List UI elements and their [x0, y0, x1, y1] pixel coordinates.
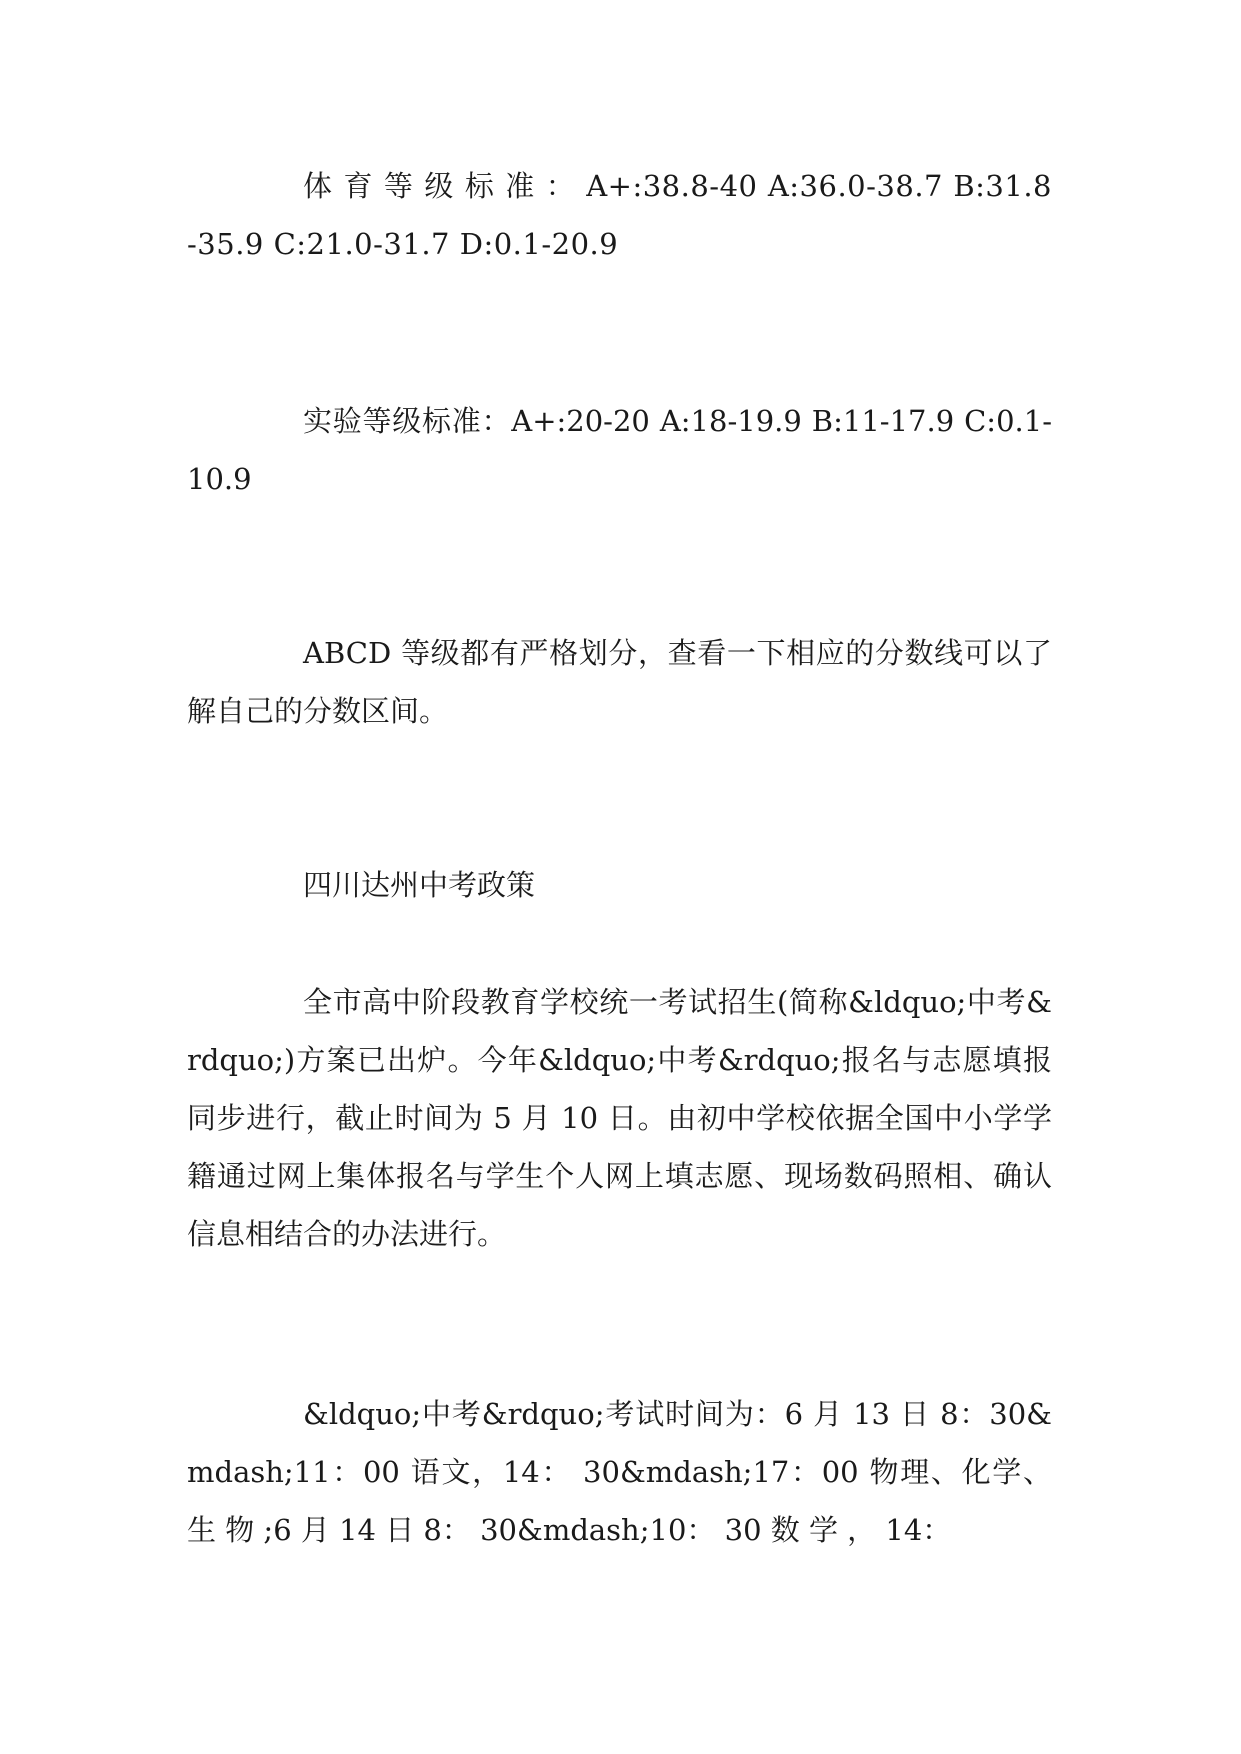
- lab-grade-standard-paragraph: 实验等级标准：A+:20-20 A:18-19.9 B:11-17.9 C:0.1-10.9: [187, 404, 1052, 496]
- exam-schedule-paragraph: &ldquo;中考&rdquo;考试时间为：6 月 13 日 8：30&mdash;11：00 语文，14： 30&mdash;17：00 物理、化学、生 物 ;6 月 14 日 8： 30&mdash;10： 30 数 学 ， 14：: [187, 1397, 1052, 1547]
- abcd-note-paragraph: ABCD 等级都有严格划分，查看一下相应的分数线可以了解自己的分数区间。: [187, 636, 1052, 728]
- pe-grade-standard-paragraph: 体 育 等 级 标 准 ： A+:38.8-40 A:36.0-38.7 B:31.8-35.9 C:21.0-31.7 D:0.1-20.9: [187, 169, 1052, 261]
- section-heading: 四川达州中考政策: [303, 868, 536, 902]
- policy-intro-paragraph: 全市高中阶段教育学校统一考试招生(简称&ldquo;中考&rdquo;)方案已出炉。今年&ldquo;中考&rdquo;报名与志愿填报同步进行，截止时间为 5 月 10 日。由初中学校依据全国中小学学籍通过网上集体报名与学生个人网上填志愿、现场数码照相、确认信息相结合的办法进行。: [187, 985, 1052, 1251]
